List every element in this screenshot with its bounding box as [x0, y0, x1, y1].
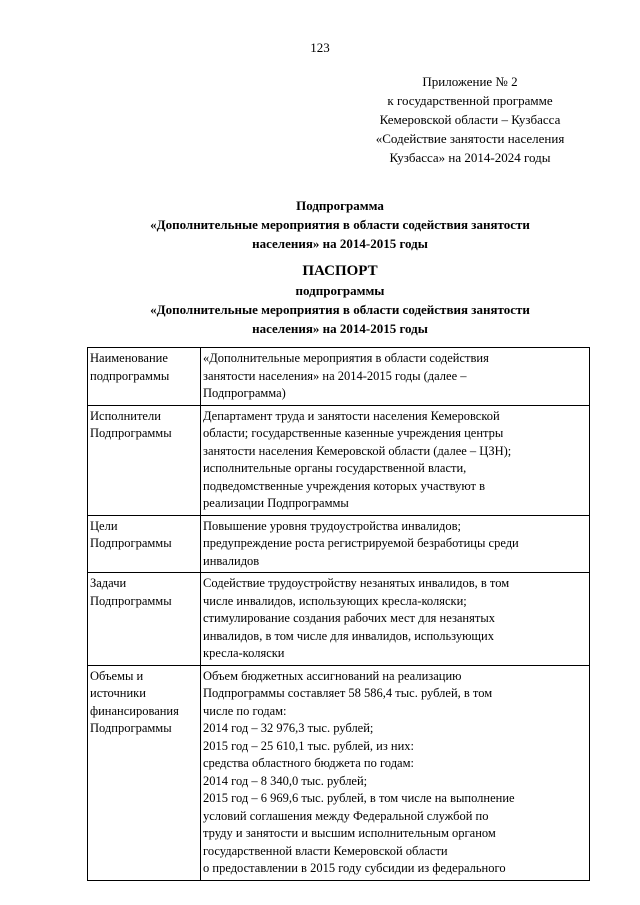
label-line: Цели — [90, 518, 118, 533]
table-row — [88, 405, 590, 515]
value-line: числе по годам: — [203, 703, 287, 718]
value-line: инвалидов — [203, 553, 260, 568]
label-line: подпрограммы — [90, 368, 170, 383]
value-line: Объем бюджетных ассигнований на реализацию — [203, 668, 462, 683]
label-line: источники — [90, 686, 146, 700]
value-line: средства областного бюджета по годам: — [203, 756, 414, 770]
value-line: подведомственные учреждения которых участвуют в — [203, 478, 485, 493]
row-label — [88, 348, 201, 406]
value-line: Подпрограмма) — [203, 386, 286, 400]
value-line: 2014 год – 32 976,3 тыс. рублей; — [203, 721, 374, 735]
value-line: Департамент труда и занятости населения Кемеровской — [203, 408, 500, 423]
value-line: реализации Подпрограммы — [203, 496, 349, 510]
table-row — [88, 573, 590, 666]
label-line: Исполнители — [90, 408, 161, 423]
label-line: Подпрограммы — [90, 593, 172, 608]
value-line: стимулирование создания рабочих мест для незанятых — [203, 611, 495, 625]
table-row — [88, 515, 590, 573]
row-value — [201, 665, 590, 880]
label-line: Задачи — [90, 576, 127, 590]
value-line: предупреждение роста регистрируемой безработицы среди — [203, 536, 519, 550]
title-line: населения» на 2014-2015 годы — [252, 236, 428, 251]
title-line: «Дополнительные мероприятия в области содействия занятости — [150, 302, 530, 317]
passport-heading: ПАСПОРТ — [302, 263, 378, 279]
label-line: Подпрограммы — [90, 536, 172, 550]
value-line: занятости населения» на 2014-2015 годы (далее – — [203, 368, 467, 383]
row-value — [201, 515, 590, 573]
appendix-line: «Содействие занятости населения — [375, 131, 565, 146]
label-line: Объемы и — [90, 668, 144, 683]
table-row — [88, 348, 590, 406]
value-line: о предоставлении в 2015 году субсидии из федерального — [203, 861, 506, 875]
label-line: Подпрограммы — [90, 721, 172, 735]
appendix-line: к государственной программе — [387, 93, 553, 108]
passport-table — [87, 347, 590, 881]
value-line: государственной власти Кемеровской области — [203, 843, 448, 858]
value-line: труду и занятости и высшим исполнительным органом — [203, 826, 496, 840]
value-line: Содействие трудоустройству незанятых инвалидов, в том — [203, 576, 510, 590]
value-line: условий соглашения между Федеральной службой по — [203, 808, 489, 823]
value-line: области; государственные казенные учреждения центры — [203, 426, 504, 440]
page-number: 123 — [310, 40, 330, 55]
row-label — [88, 573, 201, 666]
appendix-note — [340, 72, 600, 167]
row-value — [201, 573, 590, 666]
value-line: занятости населения Кемеровской области (далее – ЦЗН); — [203, 443, 512, 458]
title-line: Подпрограмма — [296, 198, 384, 213]
label-line: Наименование — [90, 351, 168, 365]
table-row — [88, 665, 590, 880]
value-line: Повышение уровня трудоустройства инвалидов; — [203, 518, 462, 533]
title-line: подпрограммы — [295, 283, 385, 298]
appendix-line: Кузбасса» на 2014-2024 годы — [389, 150, 551, 165]
passport-title — [90, 262, 590, 338]
appendix-line: Приложение № 2 — [422, 74, 518, 89]
value-line: инвалидов, в том числе для инвалидов, использующих — [203, 628, 494, 643]
title-line: населения» на 2014-2015 годы — [252, 321, 428, 336]
row-label — [88, 405, 201, 515]
row-label — [88, 665, 201, 880]
row-label — [88, 515, 201, 573]
value-line: 2015 год – 25 610,1 тыс. рублей, из них: — [203, 738, 415, 753]
subprogram-title — [90, 196, 590, 253]
label-line: финансирования — [90, 703, 179, 718]
value-line: Подпрограммы составляет 58 586,4 тыс. рублей, в том — [203, 686, 493, 700]
appendix-line: Кемеровской области – Кузбасса — [379, 112, 561, 127]
row-value — [201, 348, 590, 406]
value-line: числе инвалидов, использующих кресла-коляски; — [203, 593, 467, 608]
value-line: «Дополнительные мероприятия в области содействия — [203, 351, 489, 365]
value-line: исполнительные органы государственной власти, — [203, 461, 467, 475]
title-line: «Дополнительные мероприятия в области содействия занятости — [150, 217, 530, 232]
row-value — [201, 405, 590, 515]
label-line: Подпрограммы — [90, 426, 172, 440]
value-line: кресла-коляски — [203, 646, 285, 660]
value-line: 2014 год – 8 340,0 тыс. рублей; — [203, 773, 368, 788]
value-line: 2015 год – 6 969,6 тыс. рублей, в том числе на выполнение — [203, 791, 515, 805]
